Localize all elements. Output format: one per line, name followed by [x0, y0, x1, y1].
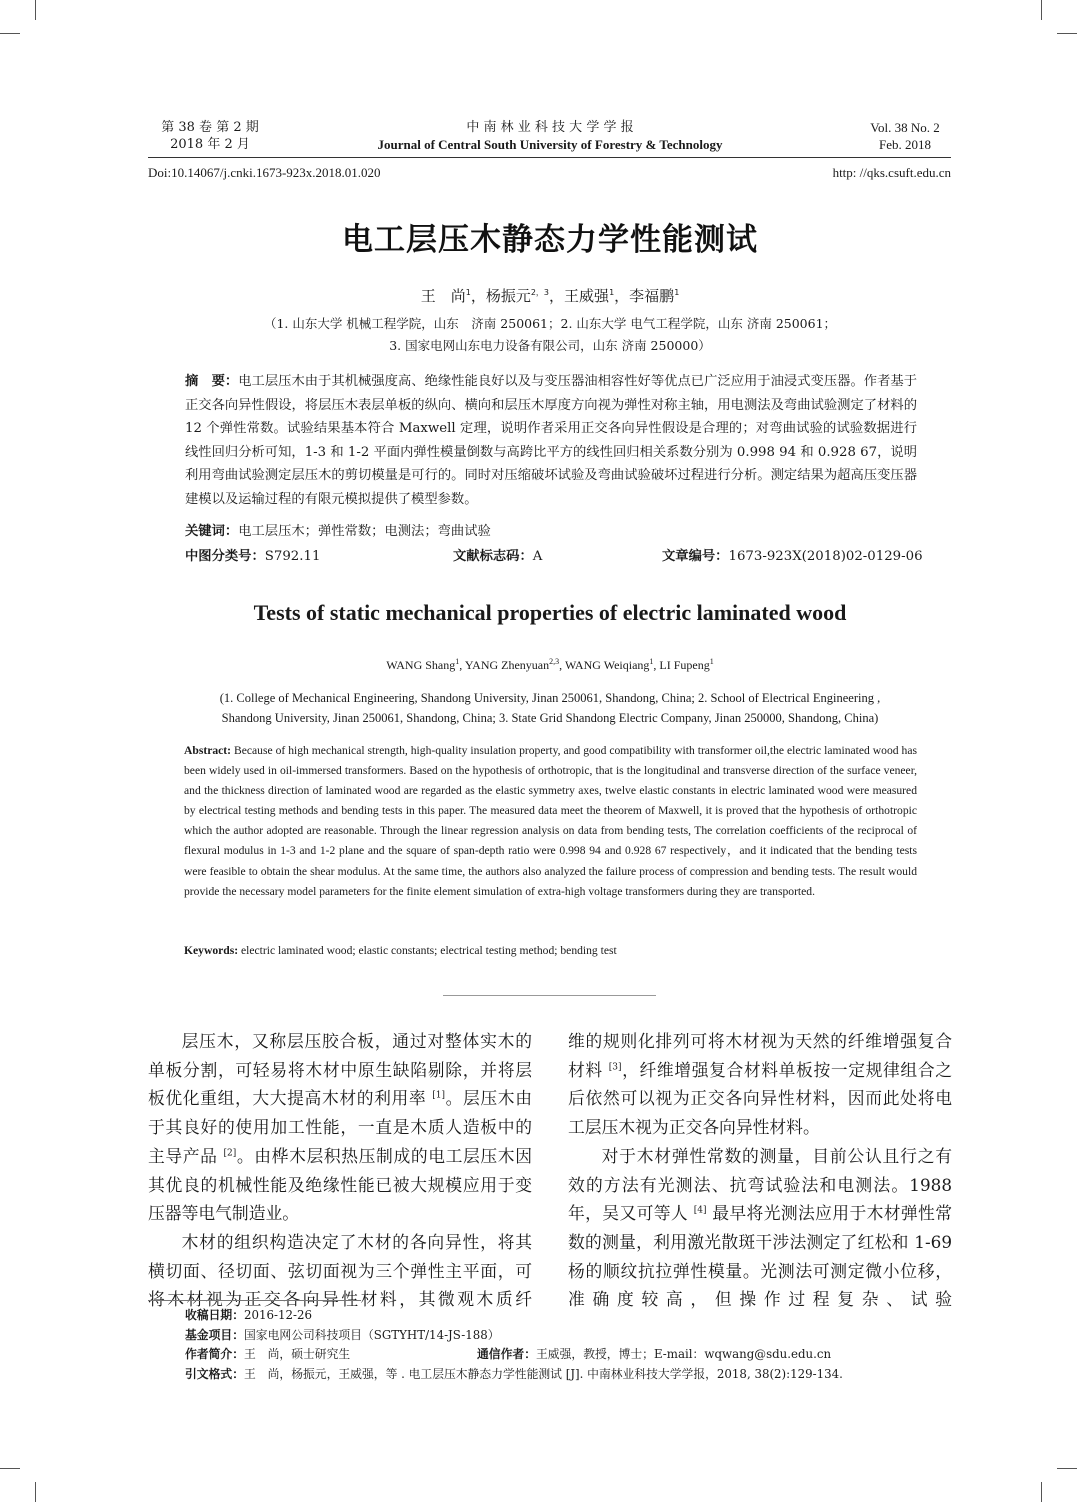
- fund-project: 基金项目：国家电网公司科技项目（SGTYHT/14-JS-188）: [185, 1327, 500, 1342]
- affiliation-cn-line: （1. 山东大学 机械工程学院，山东 济南 250061；2. 山东大学 电气工程学院，山东 济南 250061；: [263, 316, 837, 331]
- header-issue: [140, 119, 280, 153]
- body-paragraph: 木材的组织构造决定了木材的各向异性，将其横切面、径切面、弦切面视为三个弹性主平面，可将木材视为正交各向异性材料，其微观木质纤: [148, 1231, 532, 1310]
- journal-name-cn: 中 南 林 业 科 技 大 学 学 报: [466, 120, 634, 135]
- authors-en: WANG Shang$^1$, YANG Zhenyuan$^{2,3}$, WANG Weiqiang$^1$, LI Fupeng$^1$: [386, 657, 714, 672]
- crop-mark: [1041, 0, 1042, 20]
- keywords-en-text: electric laminated wood; elastic constants; electrical testing method; bending test: [241, 944, 617, 957]
- body-paragraph: 对于木材弹性常数的测量，目前公认且行之有效的方法有光测法、抗弯试验法和电测法。1988 年，吴又可等人 [4] 最早将光测法应用于木材弹性常数的测量，利用激光散斑干涉法测定了红松和 1-69 杨的顺纹抗拉弹性模量。光测法可测定微小位移，准确度较高，但操作过程复杂、试验: [568, 1145, 952, 1310]
- footnotes: [185, 1306, 965, 1384]
- abstract-cn-text: 电工层压木由于其机械强度高、绝缘性能良好以及与变压器油相容性好等优点已广泛应用于油浸式变压器。作者基于正交各向异性假设，将层压木表层单板的纵向、横向和层压木厚度方向视为弹性对称主轴，用电测法及弯曲试验测定了材料的 12 个弹性常数。试验结果基本符合 Maxwell 定理，说明作者采用正交各向异性假设是合理的；对弯曲试验的试验数据进行线性回归分析可知，1-3 和 1-2 平面内弹性模量倒数与高跨比平方的线性回归相关系数分别为 0.998 94 和 0.928 67，说明利用弯曲试验测定层压木的剪切模量是可行的。同时对压缩破坏试验及弯曲试验破坏过程进行分析。测定结果为超高压变压器建模以及运输过程的有限元模拟提供了模型参数。: [185, 374, 918, 507]
- affiliations-cn: [0, 313, 1077, 357]
- crop-mark: [1041, 1482, 1042, 1502]
- body-column-right: [568, 1027, 952, 1314]
- header-date-en: Feb. 2018: [879, 137, 931, 152]
- header-rule: [148, 157, 951, 158]
- author-en: WANG Weiqiang$^1$: [564, 657, 654, 672]
- header-date-cn: 2018 年 2 月: [170, 137, 250, 152]
- document-code: 文献标志码：A: [453, 549, 543, 564]
- keywords-en: [184, 941, 917, 961]
- keywords-cn-label: 关键词：: [185, 524, 239, 539]
- author-bio: 作者简介：王 尚，硕士研究生: [185, 1347, 351, 1361]
- citation-ref[interactable]: [2]: [223, 1148, 237, 1159]
- citation-ref[interactable]: [4]: [693, 1205, 707, 1216]
- abstract-en: [184, 741, 917, 902]
- author-en: YANG Zhenyuan$^{2,3}$: [464, 657, 560, 672]
- citation-ref[interactable]: [3]: [608, 1062, 622, 1073]
- author-en: WANG Shang$^1$: [386, 657, 460, 672]
- header-volume: [840, 119, 970, 153]
- affiliation-cn-line: 3. 国家电网山东电力设备有限公司，山东 济南 250000）: [389, 338, 711, 353]
- crop-mark: [35, 1482, 36, 1502]
- crop-mark: [1057, 1468, 1077, 1469]
- author-cn: 李福鹏$^1$: [629, 287, 680, 305]
- keywords-cn-text: 电工层压木；弹性常数；电测法；弯曲试验: [238, 524, 491, 539]
- citation-format: 引文格式：王 尚，杨振元，王威强，等 . 电工层压木静态力学性能测试 [J]. 中南林业科技大学学报，2018, 38(2):129-134.: [185, 1366, 843, 1381]
- keywords-en-label: Keywords:: [184, 944, 239, 957]
- author-cn: 杨振元$^{2,3}$: [485, 287, 550, 305]
- abstract-en-label: Abstract:: [184, 744, 232, 757]
- abstract-cn-label: 摘 要：: [185, 374, 239, 389]
- header-volume-cn: 第 38 卷 第 2 期: [161, 120, 259, 135]
- abstract-cn: [185, 370, 917, 511]
- received-date: 收稿日期：2016-12-26: [185, 1308, 313, 1322]
- crop-mark: [0, 33, 20, 34]
- journal-url[interactable]: http: //qks.csuft.edu.cn: [832, 165, 951, 180]
- page-title-en: Tests of static mechanical properties of electric laminated wood: [253, 600, 847, 625]
- article-number: 文章编号：1673-923X(2018)02-0129-06: [662, 549, 923, 564]
- body-paragraph: 层压木，又称层压胶合板，通过对整体实木的单板分割，可轻易将木材中原生缺陷剔除，并将层板优化重组，大大提高木材的利用率 [1]。层压木由于其良好的使用加工性能，一直是木质人造板中的主导产品 [2]。由桦木层积热压制成的电工层压木因其优良的机械性能及绝缘性能已被大规模应用于变压器等电气制造业。: [148, 1031, 532, 1224]
- author-bio-row: [185, 1345, 965, 1365]
- crop-mark: [0, 1468, 20, 1469]
- author-en: LI Fupeng$^1$: [659, 657, 714, 672]
- doi[interactable]: Doi:10.14067/j.cnki.1673-923x.2018.01.020: [148, 165, 381, 180]
- page-title-cn: 电工层压木静态力学性能测试: [342, 222, 758, 258]
- footnote-rule: [148, 1300, 361, 1301]
- affiliation-en-line: Shandong University, Jinan 250061, Shandong, China; 3. State Grid Shandong Electric Company, Jinan 250000, Shandong, China): [221, 711, 879, 725]
- affiliations-en: [0, 688, 1077, 728]
- abstract-en-text: Because of high mechanical strength, high-quality insulation property, and good compatibility with transformer oil,the electric laminated wood has been widely used in oil-immersed transformers. Based on the hypothesis of orthotropic, that is the longitudinal and transverse direction of the surface veneer, and the thickness direction of laminated wood are regarded as the elastic symmetry axes, twelve elastic constants in electric laminated wood were measured by electrical testing methods and bending tests in this paper. The measured data meet the theorem of Maxwell, it is proved that the hypothesis of orthotropic which the author adopted are reasonable. Through the linear regression analysis on data from bending tests, The correlation coefficients of the reciprocal of flexural modulus in 1-3 and 1-2 plane and the square of span-depth ratio were 0.998 94 and 0.928 67 respectively，and it indicated that the bending tests were feasible to obtain the shear modulus. At the same time, the authors also analyzed the failure process of compression and bending tests. The result would provide the necessary model parameters for the finite element simulation of extra-high voltage transformers during they are transported.: [184, 744, 917, 898]
- classification-row: [185, 545, 923, 569]
- authors-cn: 王 尚$^1$，杨振元$^{2,3}$，王威强$^1$，李福鹏$^1$: [420, 287, 680, 305]
- affiliation-en-line: (1. College of Mechanical Engineering, Shandong University, Jinan 250061, Shandong, China; 2. School of Electrical Engineering ,: [219, 691, 881, 705]
- keywords-cn: [185, 520, 917, 544]
- clc-number: 中图分类号：S792.11: [185, 549, 321, 564]
- author-cn: 王威强$^1$: [564, 287, 615, 305]
- header-volume-en: Vol. 38 No. 2: [870, 120, 940, 135]
- body-column-left: [148, 1027, 532, 1314]
- crop-mark: [35, 0, 36, 20]
- author-cn: 王 尚$^1$: [420, 287, 471, 305]
- journal-name-en: Journal of Central South University of Forestry & Technology: [377, 137, 723, 152]
- corresponding-author: 通信作者：王威强，教授，博士；E-mail：wqwang@sdu.edu.cn: [477, 1347, 832, 1361]
- header-journal: [300, 119, 800, 153]
- section-divider: [443, 995, 656, 996]
- citation-ref[interactable]: [1]: [432, 1090, 446, 1101]
- body-paragraph: 维的规则化排列可将木材视为天然的纤维增强复合材料 [3]，纤维增强复合材料单板按一定规律组合之后依然可以视为正交各向异性材料，因而此处将电工层压木视为正交各向异性材料。: [568, 1031, 952, 1138]
- crop-mark: [1057, 33, 1077, 34]
